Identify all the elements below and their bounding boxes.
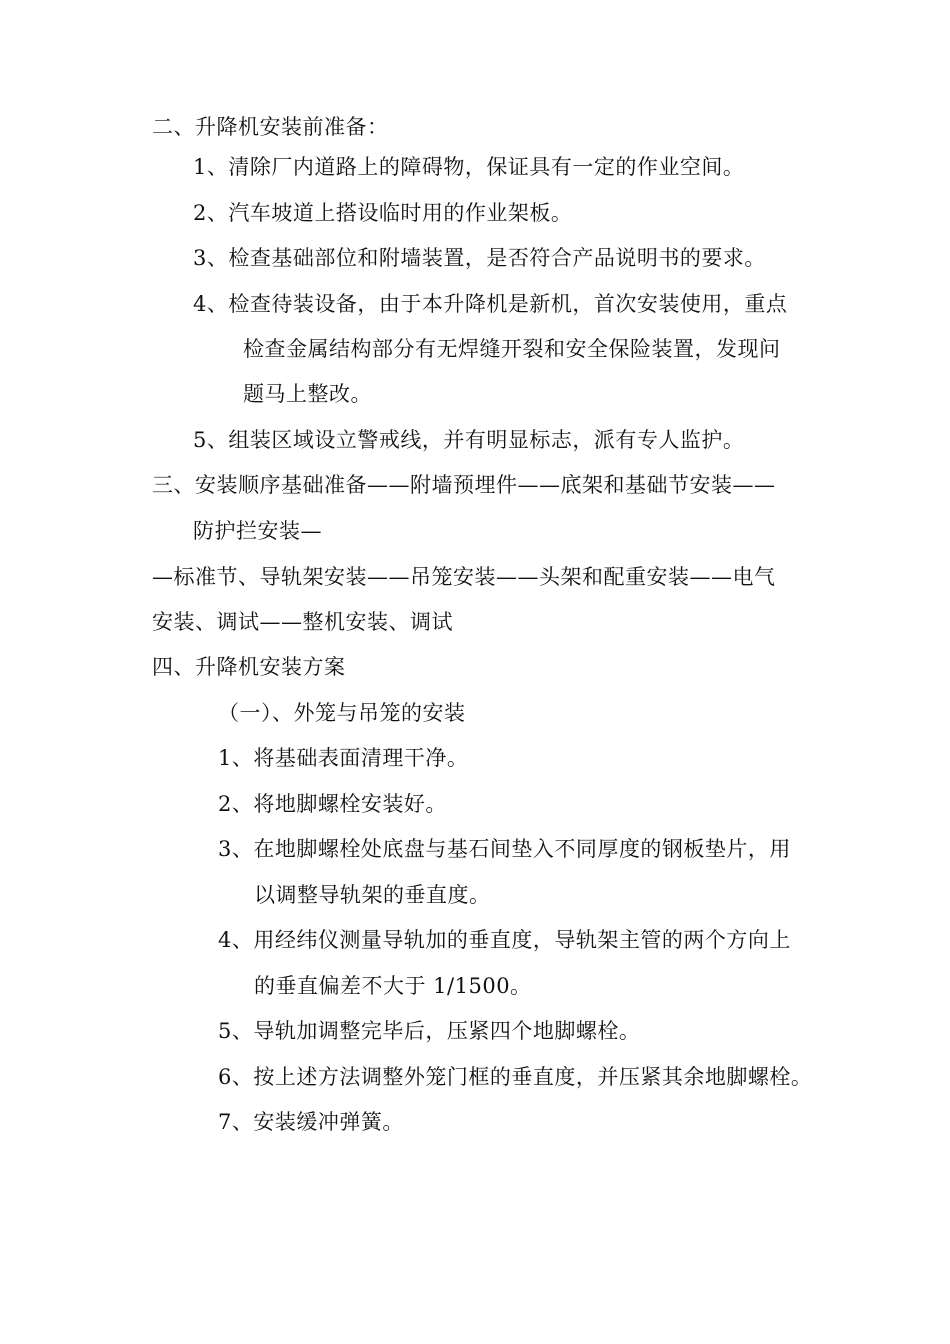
- section-3-line-2: 防护拦安装—: [193, 519, 322, 543]
- section-2-item-4: 4、检查待装设备，由于本升降机是新机，首次安装使用，重点: [193, 292, 788, 316]
- section-3-line-1: 三、安装顺序基础准备——附墙预埋件——底架和基础节安装——: [152, 473, 776, 497]
- section-3-line-3: —标准节、导轨架安装——吊笼安装——头架和配重安装——电气: [152, 565, 776, 589]
- section-2-heading: 二、升降机安装前准备：: [152, 115, 389, 139]
- section-3-line-4: 安装、调试——整机安装、调试: [152, 610, 453, 634]
- section-2-item-3: 3、检查基础部位和附墙装置，是否符合产品说明书的要求。: [193, 246, 766, 270]
- section-2-item-2: 2、汽车坡道上搭设临时用的作业架板。: [193, 201, 573, 225]
- section-4-item-7: 7、安装缓冲弹簧。: [218, 1110, 404, 1134]
- section-4-item-1: 1、将基础表面清理干净。: [218, 746, 469, 770]
- section-4-item-4-cont: 的垂直偏差不大于 1/1500。: [254, 974, 532, 998]
- section-4-heading: 四、升降机安装方案: [152, 655, 346, 679]
- section-4-subheading: （一）、外笼与吊笼的安装: [218, 701, 466, 725]
- section-2-item-1: 1、清除厂内道路上的障碍物，保证具有一定的作业空间。: [193, 155, 745, 179]
- section-4-item-3: 3、在地脚螺栓处底盘与基石间垫入不同厚度的钢板垫片，用: [218, 837, 791, 861]
- section-4-item-3-cont: 以调整导轨架的垂直度。: [254, 883, 491, 907]
- section-4-item-5: 5、导轨加调整完毕后，压紧四个地脚螺栓。: [218, 1019, 641, 1043]
- section-2-item-5: 5、组装区域设立警戒线，并有明显标志，派有专人监护。: [193, 428, 745, 452]
- section-4-item-4: 4、用经纬仪测量导轨加的垂直度，导轨架主管的两个方向上: [218, 928, 791, 952]
- section-2-item-4-cont-2: 题马上整改。: [243, 382, 372, 406]
- section-4-item-2: 2、将地脚螺栓安装好。: [218, 792, 447, 816]
- section-4-item-6: 6、按上述方法调整外笼门框的垂直度，并压紧其余地脚螺栓。: [218, 1065, 813, 1089]
- section-2-item-4-cont-1: 检查金属结构部分有无焊缝开裂和安全保险装置，发现问: [243, 337, 781, 361]
